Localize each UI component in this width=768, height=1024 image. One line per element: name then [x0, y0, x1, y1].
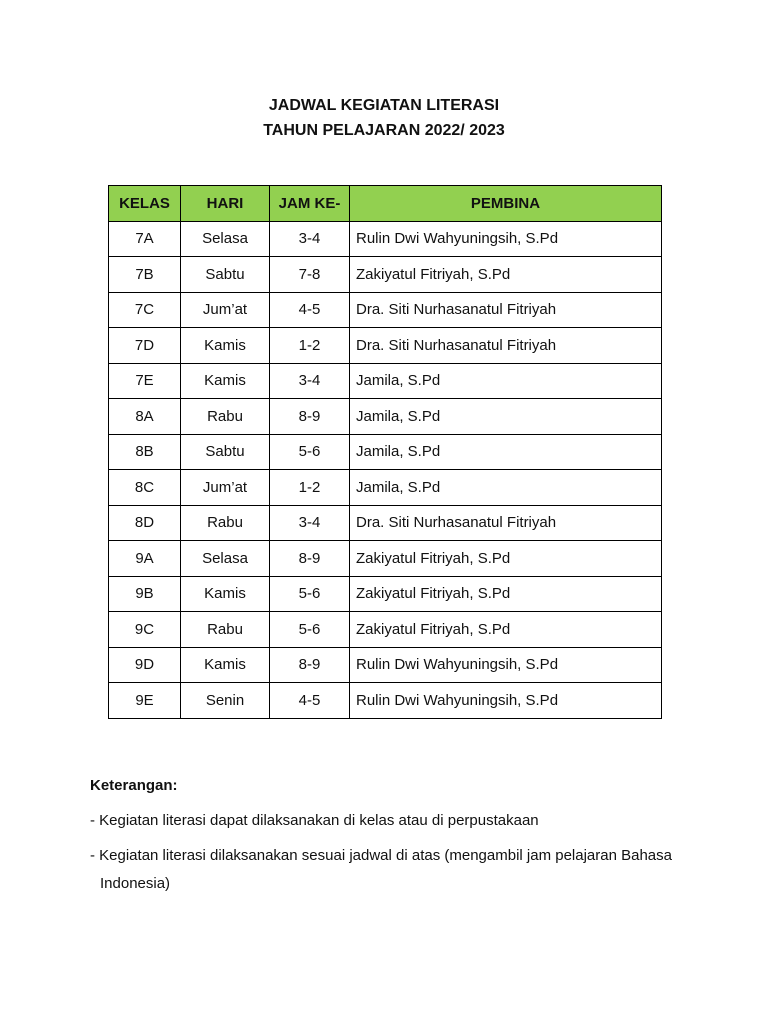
table-row — [109, 292, 662, 328]
table-row — [109, 363, 662, 399]
cell-hari: Jum’at — [181, 292, 270, 328]
table-row — [109, 257, 662, 293]
cell-kelas: 7B — [109, 257, 181, 293]
cell-kelas: 8B — [109, 434, 181, 470]
cell-pembina: Jamila, S.Pd — [350, 470, 662, 506]
cell-jam: 5-6 — [270, 612, 350, 648]
cell-hari: Kamis — [181, 647, 270, 683]
cell-jam: 1-2 — [270, 470, 350, 506]
cell-pembina: Dra. Siti Nurhasanatul Fitriyah — [350, 505, 662, 541]
cell-kelas: 9B — [109, 576, 181, 612]
table-row — [109, 470, 662, 506]
table-row — [109, 612, 662, 648]
cell-pembina: Zakiyatul Fitriyah, S.Pd — [350, 541, 662, 577]
note-item-1: - Kegiatan literasi dapat dilaksanakan di kelas atau di perpustakaan — [90, 812, 539, 829]
notes-heading: Keterangan: — [90, 777, 178, 794]
schedule-table — [108, 185, 662, 719]
cell-jam: 3-4 — [270, 505, 350, 541]
cell-kelas: 9D — [109, 647, 181, 683]
table-row — [109, 683, 662, 719]
cell-pembina: Rulin Dwi Wahyuningsih, S.Pd — [350, 683, 662, 719]
header-jam: JAM KE- — [270, 186, 350, 222]
cell-hari: Rabu — [181, 612, 270, 648]
cell-kelas: 9E — [109, 683, 181, 719]
table-row — [109, 434, 662, 470]
cell-jam: 3-4 — [270, 221, 350, 257]
cell-pembina: Rulin Dwi Wahyuningsih, S.Pd — [350, 647, 662, 683]
table-row — [109, 647, 662, 683]
cell-hari: Senin — [181, 683, 270, 719]
cell-jam: 4-5 — [270, 292, 350, 328]
cell-pembina: Dra. Siti Nurhasanatul Fitriyah — [350, 328, 662, 364]
cell-hari: Jum’at — [181, 470, 270, 506]
cell-kelas: 9A — [109, 541, 181, 577]
cell-pembina: Dra. Siti Nurhasanatul Fitriyah — [350, 292, 662, 328]
document-subtitle: TAHUN PELAJARAN 2022/ 2023 — [263, 122, 505, 139]
cell-hari: Kamis — [181, 576, 270, 612]
cell-hari: Rabu — [181, 399, 270, 435]
cell-pembina: Zakiyatul Fitriyah, S.Pd — [350, 612, 662, 648]
table-row — [109, 541, 662, 577]
table-row — [109, 328, 662, 364]
cell-jam: 7-8 — [270, 257, 350, 293]
table-row — [109, 576, 662, 612]
notes-section — [90, 772, 690, 898]
table-header-row — [109, 186, 662, 222]
cell-jam: 8-9 — [270, 647, 350, 683]
cell-jam: 5-6 — [270, 576, 350, 612]
cell-hari: Kamis — [181, 328, 270, 364]
header-kelas: KELAS — [109, 186, 181, 222]
cell-hari: Sabtu — [181, 434, 270, 470]
cell-kelas: 9C — [109, 612, 181, 648]
document-title: JADWAL KEGIATAN LITERASI — [268, 97, 500, 114]
cell-kelas: 7E — [109, 363, 181, 399]
cell-pembina: Jamila, S.Pd — [350, 363, 662, 399]
cell-kelas: 8C — [109, 470, 181, 506]
cell-kelas: 7C — [109, 292, 181, 328]
cell-jam: 8-9 — [270, 541, 350, 577]
table-row — [109, 221, 662, 257]
cell-pembina: Zakiyatul Fitriyah, S.Pd — [350, 576, 662, 612]
note-item-2: - Kegiatan literasi dilaksanakan sesuai jadwal di atas (mengambil jam pelajaran Bahasa Indonesia) — [90, 847, 672, 892]
cell-jam: 8-9 — [270, 399, 350, 435]
cell-jam: 1-2 — [270, 328, 350, 364]
cell-pembina: Rulin Dwi Wahyuningsih, S.Pd — [350, 221, 662, 257]
cell-hari: Sabtu — [181, 257, 270, 293]
cell-kelas: 7D — [109, 328, 181, 364]
cell-pembina: Jamila, S.Pd — [350, 399, 662, 435]
table-row — [109, 399, 662, 435]
header-hari: HARI — [181, 186, 270, 222]
cell-pembina: Jamila, S.Pd — [350, 434, 662, 470]
cell-pembina: Zakiyatul Fitriyah, S.Pd — [350, 257, 662, 293]
cell-jam: 3-4 — [270, 363, 350, 399]
cell-hari: Selasa — [181, 541, 270, 577]
cell-jam: 5-6 — [270, 434, 350, 470]
cell-hari: Selasa — [181, 221, 270, 257]
table-row — [109, 505, 662, 541]
cell-kelas: 8A — [109, 399, 181, 435]
cell-jam: 4-5 — [270, 683, 350, 719]
cell-hari: Kamis — [181, 363, 270, 399]
header-pembina: PEMBINA — [350, 186, 662, 222]
cell-kelas: 8D — [109, 505, 181, 541]
cell-hari: Rabu — [181, 505, 270, 541]
cell-kelas: 7A — [109, 221, 181, 257]
